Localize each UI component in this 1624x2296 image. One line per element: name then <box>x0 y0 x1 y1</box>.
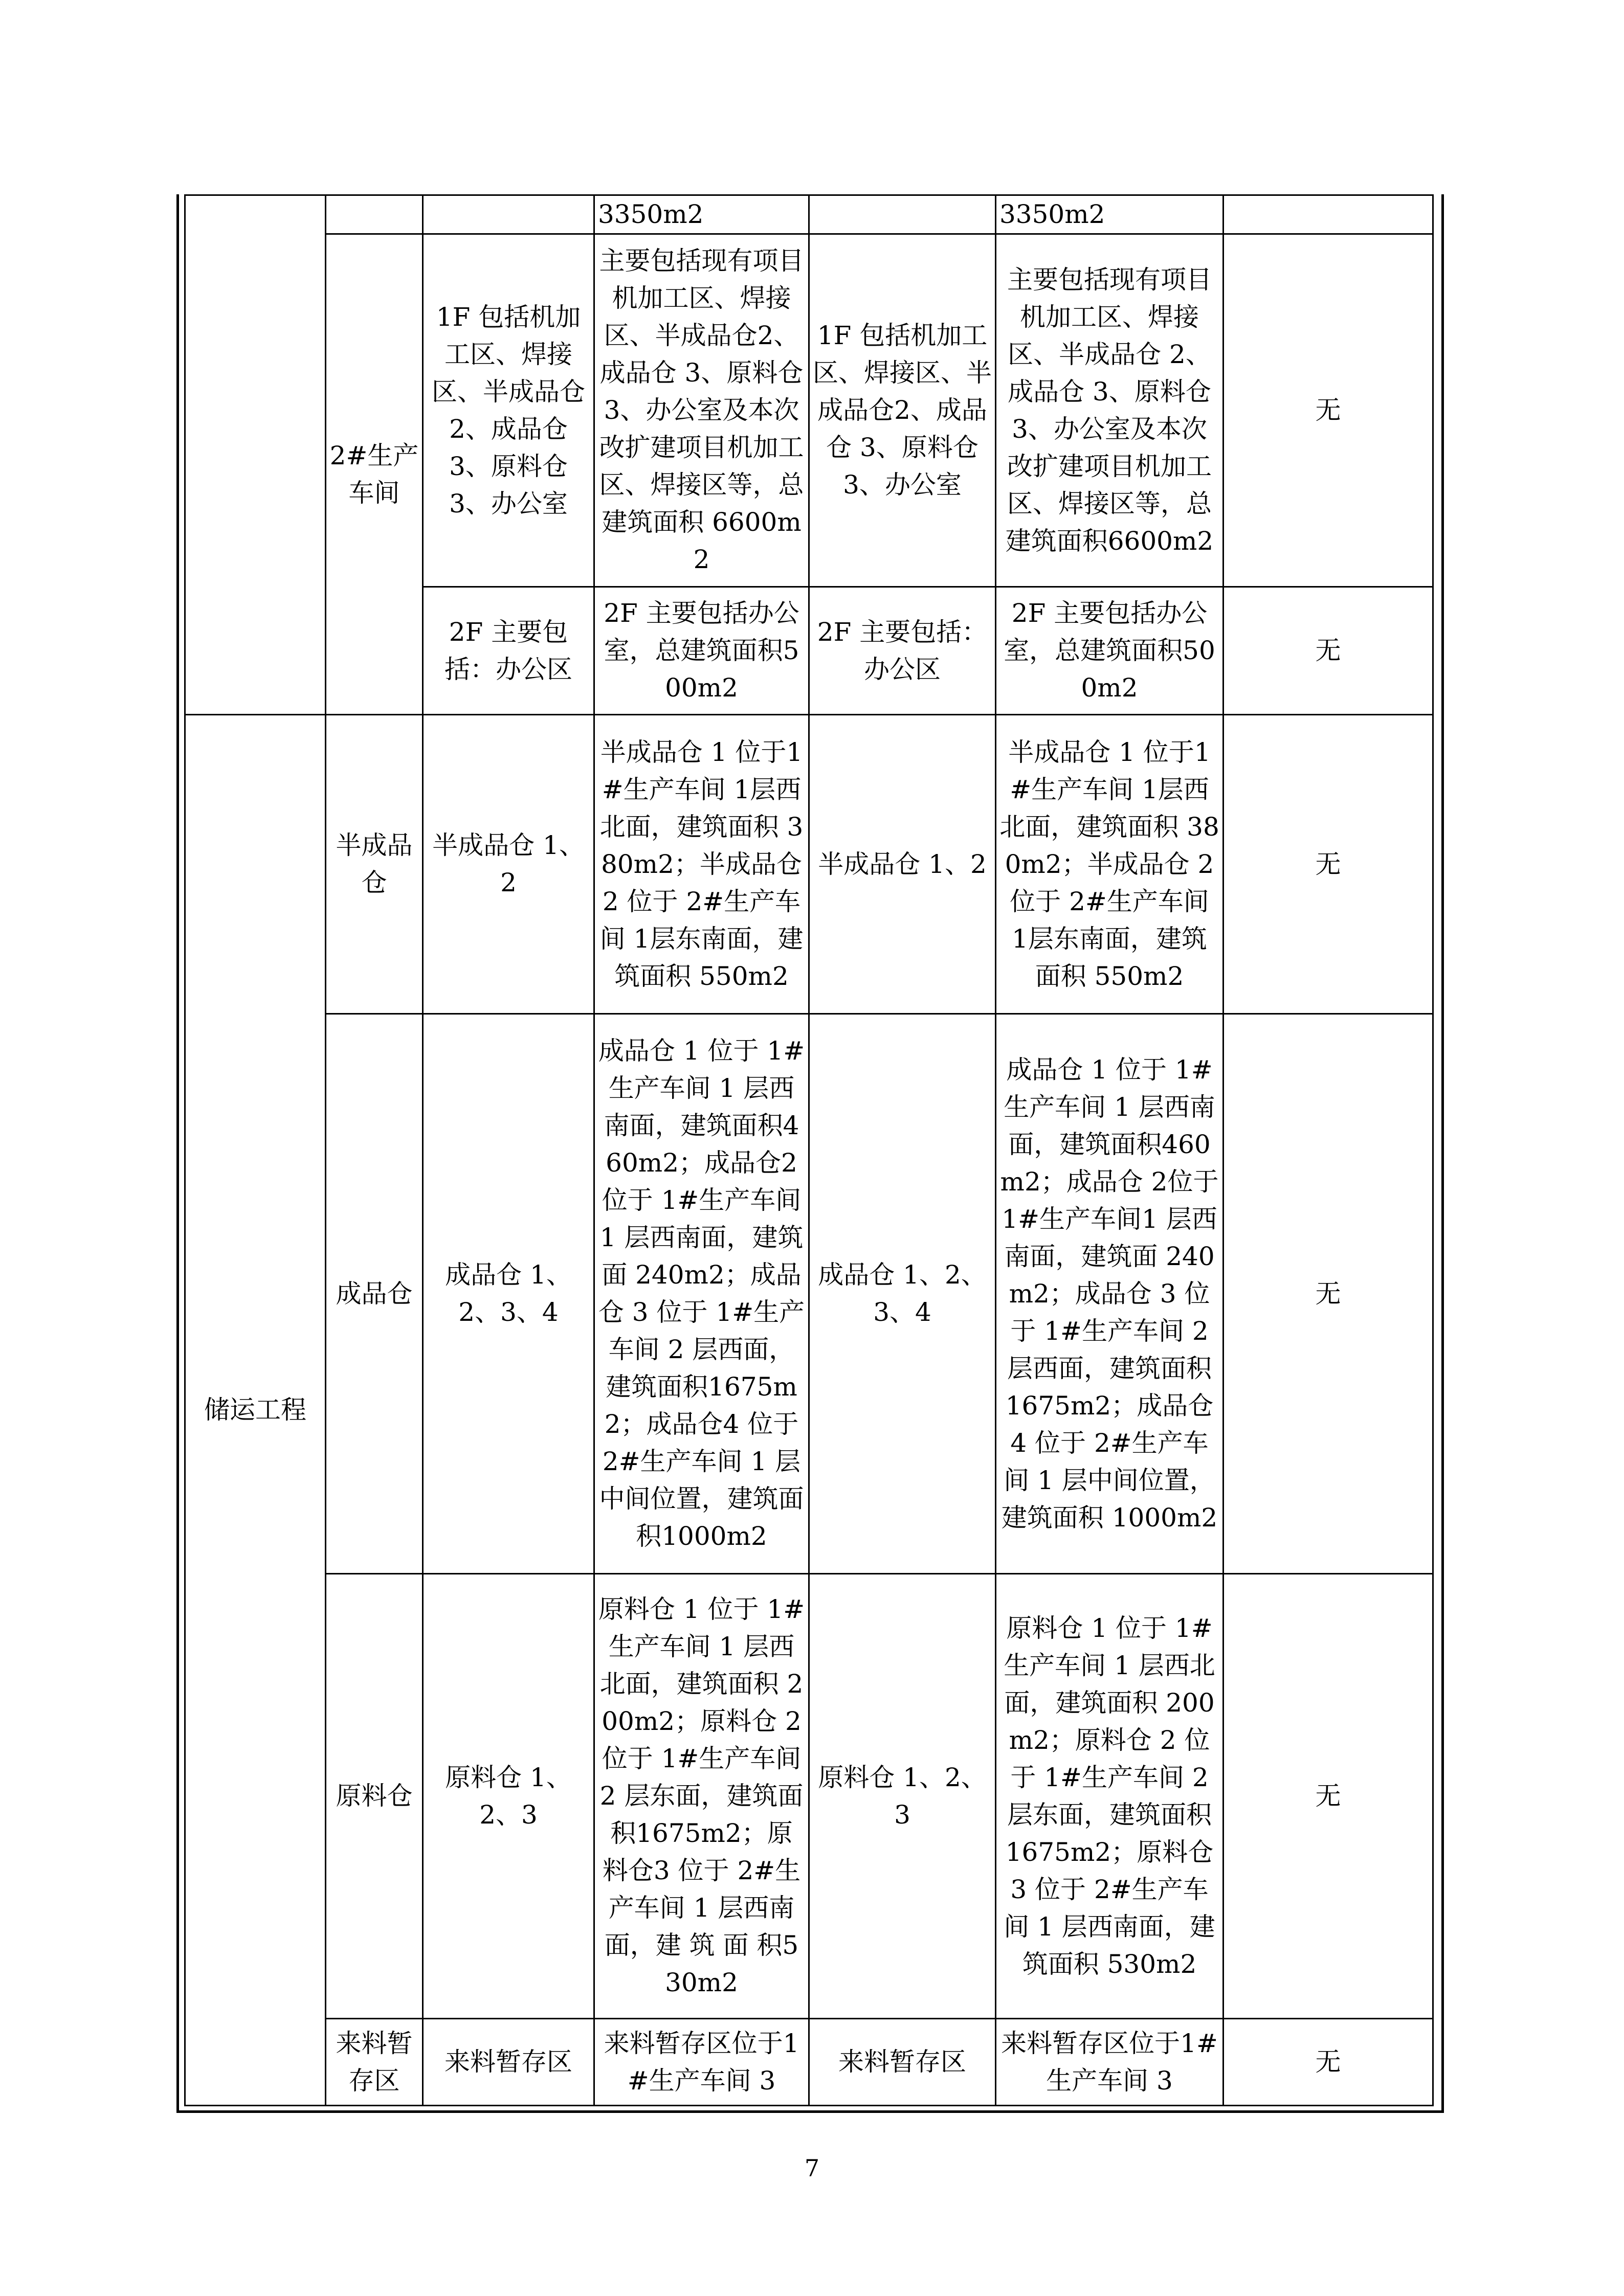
change-cell-continued <box>1223 195 1433 234</box>
change-cell: 无 <box>1223 1574 1433 2019</box>
table-outer-bottom-border <box>176 2110 1444 2113</box>
item-name-cell: 成品仓 <box>326 1014 423 1574</box>
after-content-cell: 半成品仓 1、2 <box>809 715 996 1014</box>
change-cell: 无 <box>1223 715 1433 1014</box>
item-name-cell: 半成品仓 <box>326 715 423 1014</box>
after-content-cell: 来料暂存区 <box>809 2019 996 2106</box>
existing-detail-cell: 来料暂存区位于1#生产车间 3 <box>594 2019 809 2106</box>
change-cell: 无 <box>1223 587 1433 715</box>
after-content-cell-continued <box>809 195 996 234</box>
change-cell: 无 <box>1223 2019 1433 2106</box>
after-content-cell: 1F 包括机加工区、焊接区、半成品仓2、成品仓 3、原料仓 3、办公室 <box>809 234 996 587</box>
item-name-cell: 原料仓 <box>326 1574 423 2019</box>
existing-detail-cell: 原料仓 1 位于 1#生产车间 1 层西北面，建筑面积 200m2；原料仓 2 位于 1#生产车间 2 层东面，建筑面积1675m2；原料仓3 位于 2#生产车间 1 层西南面，建 筑 面 积530m2 <box>594 1574 809 2019</box>
after-content-cell: 成品仓 1、2、3、4 <box>809 1014 996 1574</box>
item-cell-continued <box>326 195 423 234</box>
table-row <box>185 1014 1433 1574</box>
existing-detail-cell: 2F 主要包括办公室，总建筑面积500m2 <box>594 587 809 715</box>
existing-content-cell: 原料仓 1、2、3 <box>423 1574 594 2019</box>
table-row <box>185 715 1433 1014</box>
after-detail-cell: 成品仓 1 位于 1#生产车间 1 层西南面，建筑面积460m2；成品仓 2位于 1#生产车间1 层西南面，建筑面 240m2；成品仓 3 位于 1#生产车间 2 层西面，建筑面积1675m2；成品仓4 位于 2#生产车间 1 层中间位置，建筑面积 1000m2 <box>996 1014 1223 1574</box>
table-outer-left-border <box>176 194 179 2112</box>
item-name-cell: 来料暂存区 <box>326 2019 423 2106</box>
page-number: 7 <box>804 2154 820 2182</box>
existing-content-cell-continued <box>423 195 594 234</box>
after-content-cell: 原料仓 1、2、3 <box>809 1574 996 2019</box>
project-composition-table <box>184 194 1434 2106</box>
category-cell: 储运工程 <box>185 715 326 2106</box>
after-content-cell: 2F 主要包括：办公区 <box>809 587 996 715</box>
table-outer-right-border <box>1441 194 1444 2112</box>
after-detail-cell: 2F 主要包括办公室，总建筑面积500m2 <box>996 587 1223 715</box>
table-row <box>185 2019 1433 2106</box>
existing-detail-cell: 成品仓 1 位于 1#生产车间 1 层西南面，建筑面积460m2；成品仓2 位于 1#生产车间 1 层西南面，建筑面 240m2；成品仓 3 位于 1#生产车间 2 层西面，建筑面积1675m2；成品仓4 位于 2#生产车间 1 层中间位置，建筑面积1000m2 <box>594 1014 809 1574</box>
existing-detail-cell: 3350m2 <box>594 195 809 234</box>
existing-content-cell: 1F 包括机加工区、焊接区、半成品仓2、成品仓 3、原料仓 3、办公室 <box>423 234 594 587</box>
table-row <box>185 1574 1433 2019</box>
existing-content-cell: 来料暂存区 <box>423 2019 594 2106</box>
after-detail-cell: 主要包括现有项目机加工区、焊接区、半成品仓 2、成品仓 3、原料仓3、办公室及本次改扩建项目机加工区、焊接区等，总建筑面积6600m2 <box>996 234 1223 587</box>
existing-detail-cell: 半成品仓 1 位于1#生产车间 1层西北面，建筑面积 380m2；半成品仓 2 位于 2#生产车间 1层东南面，建筑面积 550m2 <box>594 715 809 1014</box>
after-detail-cell: 原料仓 1 位于 1#生产车间 1 层西北面，建筑面积 200m2；原料仓 2 位于 1#生产车间 2 层东面，建筑面积1675m2；原料仓3 位于 2#生产车间 1 层西南面，建筑面积 530m2 <box>996 1574 1223 2019</box>
table-row <box>185 195 1433 234</box>
after-detail-cell: 3350m2 <box>996 195 1223 234</box>
table-row <box>185 234 1433 587</box>
existing-detail-cell: 主要包括现有项目机加工区、焊接区、半成品仓2、成品仓 3、原料仓 3、办公室及本次改扩建项目机加工区、焊接区等，总建筑面积 6600m2 <box>594 234 809 587</box>
item-name-cell: 2#生产车间 <box>326 234 423 715</box>
change-cell: 无 <box>1223 1014 1433 1574</box>
after-detail-cell: 来料暂存区位于1#生产车间 3 <box>996 2019 1223 2106</box>
existing-content-cell: 2F 主要包括：办公区 <box>423 587 594 715</box>
after-detail-cell: 半成品仓 1 位于1#生产车间 1层西北面，建筑面积 380m2；半成品仓 2 位于 2#生产车间 1层东南面，建筑面积 550m2 <box>996 715 1223 1014</box>
existing-content-cell: 成品仓 1、2、3、4 <box>423 1014 594 1574</box>
change-cell: 无 <box>1223 234 1433 587</box>
existing-content-cell: 半成品仓 1、2 <box>423 715 594 1014</box>
category-cell-continued <box>185 195 326 715</box>
